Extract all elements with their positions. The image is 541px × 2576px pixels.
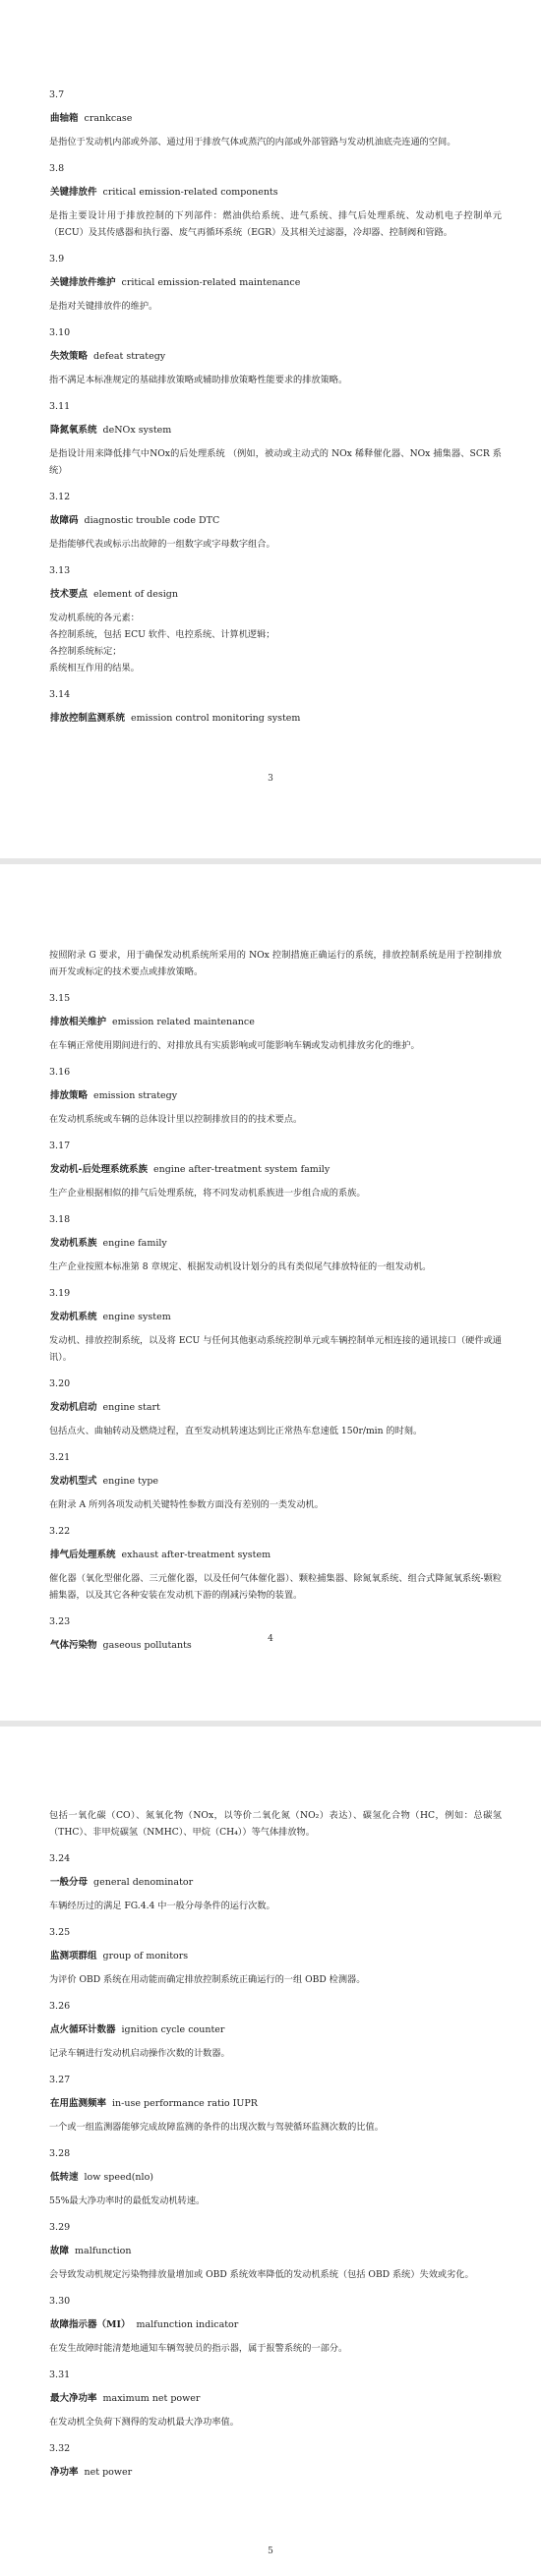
term-chinese: 关键排放件 [50,187,97,198]
term-chinese: 排放控制监测系统 [50,713,126,724]
definition-text: 是指设计用来降低排气中NOx的后处理系统 （例如，被动或主动式的 NOx 稀释催化器、NOx 捕集器、SCR 系统） [49,448,502,476]
term-heading [49,276,502,290]
term-english: ignition cycle counter [121,2024,225,2035]
definition-line: 各控制系统，包括 ECU 软件、电控系统、计算机逻辑； [49,629,275,640]
term-english: malfunction indicator [136,2319,239,2330]
term-heading [49,2023,502,2037]
term-heading [49,2466,502,2480]
clause-number: 3.18 [49,1214,71,1225]
term-heading [49,712,502,726]
term-heading [49,186,502,200]
term-chinese: 低转速 [50,2172,79,2183]
clause-number: 3.25 [49,1927,71,1938]
clause-number: 3.29 [49,2222,71,2233]
term-english: defeat strategy [93,351,166,362]
definition-text: 55%最大净功率时的最低发动机转速。 [49,2195,206,2206]
definition-text: 是指对关键排放件的维护。 [49,301,158,312]
definition-text: 催化器（氧化型催化器、三元催化器，以及任何气体催化器）、颗粒捕集器、除氮氧系统、组合式降氮氧系统-颗粒捕集器，以及其它各种安装在发动机下游的削减污染物的装置。 [49,1573,502,1601]
term-chinese: 排放策略 [50,1090,89,1101]
term-heading [49,1089,502,1103]
term-english: emission control monitoring system [131,713,301,724]
term-chinese: 发动机系族 [50,1238,97,1249]
term-heading [49,588,502,602]
term-heading [49,1950,502,1963]
term-heading [49,1876,502,1890]
page-body [49,992,502,1653]
term-chinese: 发动机系统 [50,1312,97,1322]
term-heading [49,1237,502,1251]
term-english: group of monitors [102,1951,189,1961]
clause-number: 3.32 [49,2443,71,2454]
term-english: maximum net power [102,2393,201,2404]
definition-text: 是指能够代表或标示出故障的一组数字或字母数字组合。 [49,539,275,550]
term-chinese: 监测项群组 [50,1951,97,1961]
term-chinese: 失效策略 [50,351,89,362]
term-english: engine start [102,1402,160,1413]
definition-text: 发动机、排放控制系统，以及将 ECU 与任何其他驱动系统控制单元或车辆控制单元相连接的通讯接口（硬件或通讯）。 [49,1335,502,1363]
definition-text: 生产企业按照本标准第 8 章规定、根据发动机设计划分的具有类似尾气排放特征的一组发动机。 [49,1261,432,1272]
term-chinese: 点火循环计数器 [50,2024,116,2035]
definition-text: 在车辆正常使用期间进行的、对排放具有实质影响或可能影响车辆或发动机排放劣化的维护。 [49,1040,420,1051]
term-chinese: 降氮氧系统 [50,425,97,436]
term-english: diagnostic trouble code DTC [84,515,220,526]
clause-number: 3.12 [49,492,71,502]
term-chinese: 排放相关维护 [50,1017,107,1027]
clause-number: 3.21 [49,1452,71,1463]
term-heading [49,2097,502,2111]
clause-number: 3.14 [49,689,71,700]
term-english: engine family [102,1238,167,1249]
term-english: engine system [102,1312,171,1322]
term-heading [49,514,502,528]
clause-number: 3.22 [49,1526,71,1537]
clause-number: 3.24 [49,1853,71,1864]
clause-number: 3.8 [49,163,65,174]
term-english: critical emission-related components [102,187,278,198]
term-english: emission related maintenance [112,1017,255,1027]
definition-text: 为评价 OBD 系统在用动能而确定排放控制系统正确运行的一组 OBD 检测器。 [49,1974,366,1985]
page-body [49,1852,502,2480]
term-heading [49,1311,502,1324]
definition-line: 发动机系统的各元素： [49,613,140,623]
term-english: exhaust after-treatment system [121,1550,271,1560]
term-english: low speed(nlo) [84,2172,153,2183]
clause-number: 3.23 [49,1616,71,1627]
page-number: 3 [268,774,273,784]
definition-text: 记录车辆进行发动机启动操作次数的计数器。 [49,2048,230,2059]
definition-text: 在附录 A 所列各项发动机关键特性参数方面没有差别的一类发动机。 [49,1499,324,1510]
document-page [0,1727,541,2576]
term-heading [49,1549,502,1562]
term-chinese: 净功率 [50,2467,79,2478]
clause-number: 3.28 [49,2148,71,2159]
term-heading [49,2318,502,2332]
term-heading [49,350,502,364]
definition-text: 生产企业根据相似的排气后处理系统，将不同发动机系族进一步组合成的系族。 [49,1188,366,1199]
term-english: engine type [102,1476,159,1487]
clause-number: 3.19 [49,1288,71,1299]
clause-number: 3.10 [49,327,71,338]
page-number: 5 [268,2547,273,2556]
term-english: general denominator [93,1877,194,1888]
term-heading [49,424,502,438]
term-chinese: 故障码 [50,515,79,526]
term-chinese: 发动机启动 [50,1402,97,1413]
term-english: gaseous pollutants [102,1640,192,1651]
definition-line: 各控制系统标定； [49,646,122,657]
continued-definition: 按照附录 G 要求，用于确保发动机系统所采用的 NOx 控制措施正确运行的系统，排放控制系统是用于控制排放而开发或标定的技术要点或排放策略。 [49,950,502,977]
clause-number: 3.20 [49,1378,71,1389]
term-english: net power [84,2467,133,2478]
term-chinese: 发动机-后处理系统系族 [50,1164,148,1175]
clause-number: 3.30 [49,2296,71,2307]
term-chinese: 关键排放件维护 [50,277,116,288]
definition-line: 系统相互作用的结果。 [49,663,140,673]
term-chinese: 技术要点 [50,589,89,600]
document-page [0,864,541,1721]
term-english: emission strategy [93,1090,178,1101]
clause-number: 3.17 [49,1141,71,1151]
definition-text: 是指位于发动机内部或外部、通过用于排放气体或蒸汽的内部或外部管路与发动机油底壳连通的空间。 [49,137,456,147]
definition-text: 在发动机系统或车辆的总体设计里以控制排放目的的技术要点。 [49,1114,303,1125]
term-heading [49,1163,502,1177]
term-heading [49,112,502,126]
term-english: element of design [93,589,178,600]
clause-number: 3.7 [49,89,65,100]
clause-number: 3.31 [49,2370,71,2380]
clause-number: 3.15 [49,993,71,1004]
term-english: deNOx system [102,425,172,436]
term-heading [49,2245,502,2258]
term-heading [49,1401,502,1415]
page-number: 4 [268,1634,273,1644]
clause-number: 3.26 [49,2001,71,2012]
term-heading [49,2392,502,2406]
clause-number: 3.27 [49,2075,71,2085]
term-heading [49,1016,502,1029]
clause-number: 3.11 [49,401,71,412]
clause-number: 3.9 [49,254,65,264]
term-chinese: 在用监测频率 [50,2098,107,2109]
term-english: in-use performance ratio IUPR [112,2098,258,2109]
definition-text: 包括点火、曲轴转动及燃烧过程，直至发动机转速达到比正常热车怠速低 150r/min 的时刻。 [49,1426,423,1436]
definition-text: 在发动机全负荷下测得的发动机最大净功率值。 [49,2417,239,2428]
definition-text: 是指主要设计用于排放控制的下列部件：燃油供给系统、进气系统、排气后处理系统、发动机电子控制单元（ECU）及其传感器和执行器、废气再循环系统（EGR）及其相关过滤器，冷却器、控制阀和管路。 [49,210,502,238]
term-chinese: 排气后处理系统 [50,1550,116,1560]
definition-text: 车辆经历过的满足 FG.4.4 中一般分母条件的运行次数。 [49,1901,275,1911]
term-english: critical emission-related maintenance [121,277,301,288]
term-chinese: 发动机型式 [50,1476,97,1487]
term-english: engine after-treatment system family [152,1164,331,1175]
term-chinese: 气体污染物 [50,1640,97,1651]
term-chinese: 曲轴箱 [50,113,79,124]
definition-text: 一个或一组监测器能够完成故障监测的条件的出现次数与驾驶循环监测次数的比值。 [49,2122,384,2133]
continued-definition: 包括一氧化碳（CO）、氮氧化物（NOx，以等价二氧化氮（NO₂）表达）、碳氢化合物（HC，例如：总碳氢（THC）、非甲烷碳氢（NMHC）、甲烷（CH₄））等气体排放物。 [49,1810,502,1838]
definition-text: 指不满足本标准规定的基础排放策略或辅助排放策略性能要求的排放策略。 [49,375,348,385]
clause-number: 3.16 [49,1067,71,1078]
clause-number: 3.13 [49,565,71,576]
document-page [0,0,541,858]
term-heading [49,1475,502,1489]
term-chinese: 故障 [50,2246,70,2256]
term-english: crankcase [84,113,133,124]
term-chinese: 最大净功率 [50,2393,97,2404]
page-body [49,88,502,726]
term-chinese: 一般分母 [50,1877,89,1888]
term-heading [49,2171,502,2185]
definition-text: 会导致发动机规定污染物排放量增加或 OBD 系统效率降低的发动机系统（包括 OBD 系统）失效或劣化。 [49,2269,474,2280]
term-english: malfunction [75,2246,132,2256]
term-chinese: 故障指示器（MI） [50,2319,131,2330]
definition-text: 在发生故障时能清楚地通知车辆驾驶员的指示器，属于报警系统的一部分。 [49,2343,348,2354]
